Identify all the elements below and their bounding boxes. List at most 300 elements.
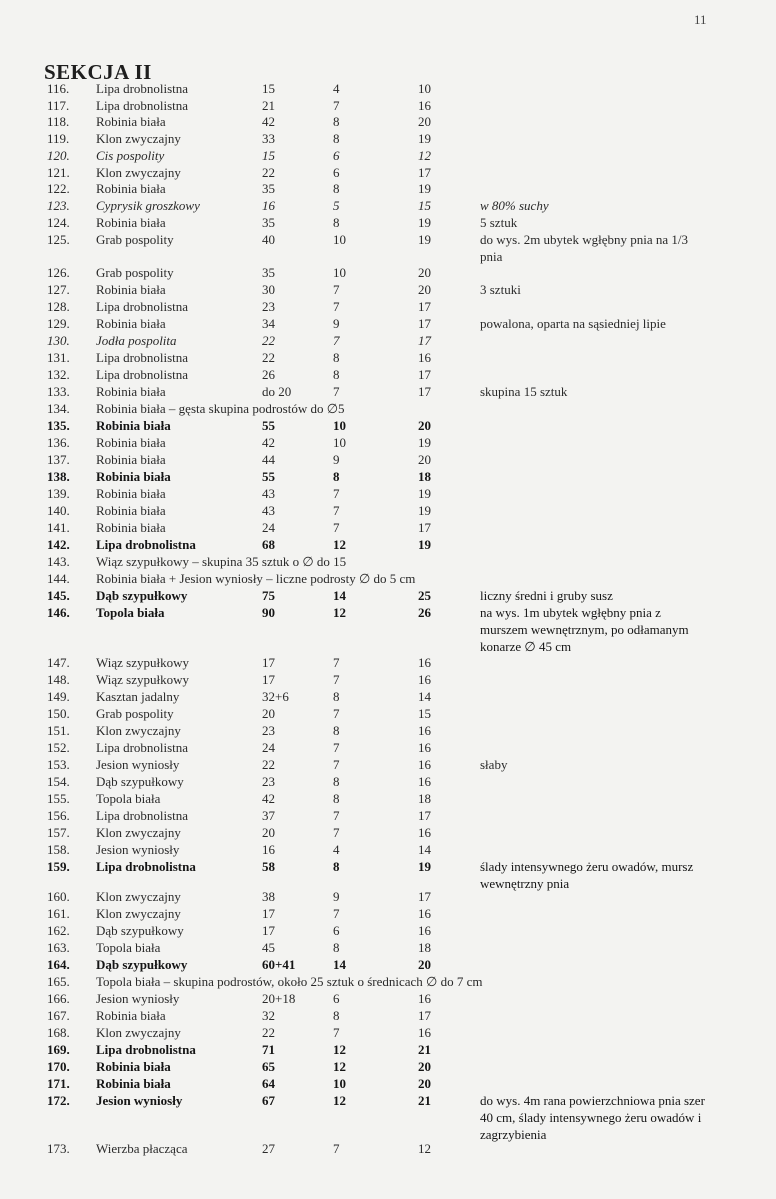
crown-width: 8 xyxy=(333,114,340,129)
tree-species: Klon zwyczajny xyxy=(96,906,181,921)
trunk-circumference: 20 xyxy=(262,706,275,721)
tree-species: Klon zwyczajny xyxy=(96,723,181,738)
trunk-circumference: 75 xyxy=(262,588,275,603)
tree-number: 131. xyxy=(47,350,70,365)
tree-number: 148. xyxy=(47,672,70,687)
table-row xyxy=(0,939,776,956)
tree-height: 17 xyxy=(418,333,431,348)
table-row xyxy=(0,553,776,570)
table-row xyxy=(0,604,776,654)
tree-height: 19 xyxy=(418,503,431,518)
trunk-circumference: 15 xyxy=(262,148,275,163)
tree-height: 18 xyxy=(418,791,431,806)
trunk-circumference: 37 xyxy=(262,808,275,823)
tree-number: 167. xyxy=(47,1008,70,1023)
crown-width: 7 xyxy=(333,486,340,501)
tree-number: 166. xyxy=(47,991,70,1006)
tree-height: 16 xyxy=(418,350,431,365)
crown-width: 10 xyxy=(333,435,346,450)
table-row xyxy=(0,485,776,502)
trunk-circumference: do 20 xyxy=(262,384,292,399)
tree-number: 117. xyxy=(47,98,70,113)
tree-height: 19 xyxy=(418,181,431,196)
tree-note: w 80% suchy xyxy=(480,198,549,213)
tree-species: Dąb szypułkowy xyxy=(96,774,184,789)
tree-number: 124. xyxy=(47,215,70,230)
trunk-circumference: 44 xyxy=(262,452,275,467)
tree-species: Wiąz szypułkowy – skupina 35 sztuk o ∅ do 15 xyxy=(96,554,347,569)
crown-width: 12 xyxy=(333,1093,346,1108)
trunk-circumference: 35 xyxy=(262,181,275,196)
tree-species: Jesion wyniosły xyxy=(96,991,180,1006)
tree-number: 130. xyxy=(47,333,70,348)
table-row xyxy=(0,519,776,536)
tree-height: 16 xyxy=(418,740,431,755)
tree-height: 17 xyxy=(418,316,431,331)
tree-height: 19 xyxy=(418,486,431,501)
table-row xyxy=(0,807,776,824)
tree-number: 146. xyxy=(47,605,70,620)
tree-species: Topola biała – skupina podrostów, około 25 sztuk o średnicach ∅ do 7 cm xyxy=(96,974,483,989)
tree-number: 161. xyxy=(47,906,70,921)
trunk-circumference: 43 xyxy=(262,486,275,501)
trunk-circumference: 23 xyxy=(262,723,275,738)
tree-height: 19 xyxy=(418,435,431,450)
tree-height: 16 xyxy=(418,757,431,772)
tree-number: 160. xyxy=(47,889,70,904)
tree-number: 123. xyxy=(47,198,70,213)
crown-width: 7 xyxy=(333,1141,340,1156)
crown-width: 8 xyxy=(333,774,340,789)
table-row xyxy=(0,1041,776,1058)
table-row xyxy=(0,113,776,130)
tree-species: Jodła pospolita xyxy=(96,333,177,348)
tree-species: Lipa drobnolistna xyxy=(96,98,189,113)
tree-height: 17 xyxy=(418,384,431,399)
table-row xyxy=(0,417,776,434)
tree-species: Robinia biała xyxy=(96,215,166,230)
tree-height: 15 xyxy=(418,198,431,213)
table-row xyxy=(0,97,776,114)
trunk-circumference: 22 xyxy=(262,757,275,772)
tree-number: 122. xyxy=(47,181,70,196)
crown-width: 7 xyxy=(333,706,340,721)
trunk-circumference: 67 xyxy=(262,1093,275,1108)
trunk-circumference: 22 xyxy=(262,350,275,365)
tree-species: Jesion wyniosły xyxy=(96,1093,183,1108)
tree-note: słaby xyxy=(480,757,508,772)
tree-height: 17 xyxy=(418,889,431,904)
crown-width: 12 xyxy=(333,1059,346,1074)
trunk-circumference: 27 xyxy=(262,1141,275,1156)
trunk-circumference: 42 xyxy=(262,114,275,129)
crown-width: 9 xyxy=(333,889,340,904)
tree-number: 139. xyxy=(47,486,70,501)
tree-height: 21 xyxy=(418,1093,431,1108)
tree-height: 21 xyxy=(418,1042,431,1057)
crown-width: 7 xyxy=(333,825,340,840)
tree-species: Lipa drobnolistna xyxy=(96,350,189,365)
tree-number: 168. xyxy=(47,1025,70,1040)
trunk-circumference: 34 xyxy=(262,316,275,331)
tree-number: 135. xyxy=(47,418,70,433)
trunk-circumference: 42 xyxy=(262,791,275,806)
tree-number: 154. xyxy=(47,774,70,789)
crown-width: 7 xyxy=(333,808,340,823)
crown-width: 10 xyxy=(333,265,346,280)
tree-species: Lipa drobnolistna xyxy=(96,299,189,314)
tree-species: Grab pospolity xyxy=(96,265,174,280)
tree-number: 138. xyxy=(47,469,70,484)
trunk-circumference: 17 xyxy=(262,906,275,921)
trunk-circumference: 30 xyxy=(262,282,275,297)
tree-height: 26 xyxy=(418,605,431,620)
table-row xyxy=(0,858,776,891)
table-row xyxy=(0,349,776,366)
trunk-circumference: 65 xyxy=(262,1059,275,1074)
table-row xyxy=(0,790,776,807)
tree-species: Lipa drobnolistna xyxy=(96,81,189,96)
table-row xyxy=(0,841,776,858)
tree-number: 133. xyxy=(47,384,70,399)
table-row xyxy=(0,1007,776,1024)
tree-species: Cyprysik groszkowy xyxy=(96,198,200,213)
tree-species: Topola biała xyxy=(96,940,161,955)
tree-height: 10 xyxy=(418,81,431,96)
tree-species: Topola biała xyxy=(96,791,161,806)
tree-number: 163. xyxy=(47,940,70,955)
trunk-circumference: 45 xyxy=(262,940,275,955)
trunk-circumference: 24 xyxy=(262,520,275,535)
tree-number: 125. xyxy=(47,232,70,247)
tree-number: 162. xyxy=(47,923,70,938)
section-title: SEKCJA II xyxy=(44,60,152,84)
tree-height: 17 xyxy=(418,367,431,382)
tree-height: 16 xyxy=(418,655,431,670)
tree-species: Robinia biała xyxy=(96,418,171,433)
tree-species: Topola biała xyxy=(96,605,165,620)
tree-species: Robinia biała xyxy=(96,1076,171,1091)
table-row xyxy=(0,130,776,147)
tree-species: Lipa drobnolistna xyxy=(96,367,189,382)
trunk-circumference: 17 xyxy=(262,923,275,938)
crown-width: 6 xyxy=(333,923,340,938)
tree-number: 153. xyxy=(47,757,70,772)
crown-width: 7 xyxy=(333,520,340,535)
trunk-circumference: 42 xyxy=(262,435,275,450)
tree-number: 151. xyxy=(47,723,70,738)
tree-species: Wiąz szypułkowy xyxy=(96,672,189,687)
tree-species: Cis pospolity xyxy=(96,148,165,163)
tree-number: 116. xyxy=(47,81,70,96)
table-row xyxy=(0,366,776,383)
tree-number: 164. xyxy=(47,957,70,972)
table-row xyxy=(0,264,776,281)
tree-height: 20 xyxy=(418,418,431,433)
tree-note: do wys. 4m rana powierzchniowa pnia szer 40 cm, ślady intensywnego żeru owadów i zagrzybienia xyxy=(480,1093,705,1142)
trunk-circumference: 20+18 xyxy=(262,991,296,1006)
table-row xyxy=(0,973,776,990)
tree-species: Grab pospolity xyxy=(96,706,174,721)
table-row xyxy=(0,315,776,332)
tree-height: 17 xyxy=(418,520,431,535)
tree-number: 127. xyxy=(47,282,70,297)
tree-height: 17 xyxy=(418,808,431,823)
tree-species: Robinia biała xyxy=(96,282,166,297)
table-row xyxy=(0,824,776,841)
crown-width: 8 xyxy=(333,367,340,382)
tree-species: Dąb szypułkowy xyxy=(96,957,188,972)
tree-height: 16 xyxy=(418,1025,431,1040)
tree-species: Grab pospolity xyxy=(96,232,174,247)
tree-number: 134. xyxy=(47,401,70,416)
tree-height: 20 xyxy=(418,282,431,297)
tree-height: 17 xyxy=(418,299,431,314)
tree-number: 120. xyxy=(47,148,70,163)
crown-width: 7 xyxy=(333,384,340,399)
table-row xyxy=(0,502,776,519)
tree-number: 171. xyxy=(47,1076,70,1091)
crown-width: 5 xyxy=(333,198,340,213)
tree-number: 165. xyxy=(47,974,70,989)
tree-species: Jesion wyniosły xyxy=(96,842,180,857)
crown-width: 7 xyxy=(333,299,340,314)
trunk-circumference: 22 xyxy=(262,1025,275,1040)
tree-number: 144. xyxy=(47,571,70,586)
tree-height: 16 xyxy=(418,723,431,738)
tree-species: Klon zwyczajny xyxy=(96,825,181,840)
tree-number: 121. xyxy=(47,165,70,180)
table-row xyxy=(0,705,776,722)
tree-number: 143. xyxy=(47,554,70,569)
tree-note: liczny średni i gruby susz xyxy=(480,588,613,603)
tree-height: 25 xyxy=(418,588,431,603)
trunk-circumference: 32 xyxy=(262,1008,275,1023)
crown-width: 8 xyxy=(333,1008,340,1023)
tree-species: Wierzba płacząca xyxy=(96,1141,188,1156)
tree-number: 140. xyxy=(47,503,70,518)
crown-width: 10 xyxy=(333,232,346,247)
tree-height: 16 xyxy=(418,98,431,113)
tree-number: 141. xyxy=(47,520,70,535)
table-row xyxy=(0,1075,776,1092)
tree-height: 19 xyxy=(418,537,431,552)
tree-height: 19 xyxy=(418,232,431,247)
tree-note: 3 sztuki xyxy=(480,282,521,297)
tree-species: Lipa drobnolistna xyxy=(96,1042,196,1057)
tree-height: 20 xyxy=(418,1059,431,1074)
trunk-circumference: 60+41 xyxy=(262,957,296,972)
tree-species: Robinia biała xyxy=(96,452,166,467)
table-row xyxy=(0,773,776,790)
tree-height: 20 xyxy=(418,957,431,972)
table-row xyxy=(0,1024,776,1041)
tree-height: 20 xyxy=(418,114,431,129)
tree-number: 169. xyxy=(47,1042,70,1057)
tree-number: 152. xyxy=(47,740,70,755)
tree-species: Klon zwyczajny xyxy=(96,889,181,904)
table-row xyxy=(0,536,776,553)
crown-width: 8 xyxy=(333,689,340,704)
tree-species: Wiąz szypułkowy xyxy=(96,655,189,670)
tree-species: Robinia biała xyxy=(96,1008,166,1023)
trunk-circumference: 32+6 xyxy=(262,689,289,704)
tree-number: 118. xyxy=(47,114,70,129)
page-number: 11 xyxy=(694,12,707,27)
tree-species: Robinia biała xyxy=(96,520,166,535)
tree-height: 17 xyxy=(418,1008,431,1023)
tree-height: 20 xyxy=(418,265,431,280)
table-row xyxy=(0,214,776,231)
tree-number: 156. xyxy=(47,808,70,823)
crown-width: 14 xyxy=(333,588,346,603)
table-row xyxy=(0,888,776,905)
crown-width: 7 xyxy=(333,740,340,755)
tree-height: 19 xyxy=(418,859,431,874)
crown-width: 7 xyxy=(333,655,340,670)
table-row xyxy=(0,468,776,485)
tree-species: Robinia biała xyxy=(96,503,166,518)
table-row xyxy=(0,332,776,349)
tree-species: Kasztan jadalny xyxy=(96,689,180,704)
tree-note: skupina 15 sztuk xyxy=(480,384,568,399)
crown-width: 8 xyxy=(333,350,340,365)
tree-species: Dąb szypułkowy xyxy=(96,923,184,938)
crown-width: 8 xyxy=(333,723,340,738)
table-row xyxy=(0,80,776,97)
table-row xyxy=(0,1140,776,1157)
tree-height: 15 xyxy=(418,706,431,721)
trunk-circumference: 17 xyxy=(262,672,275,687)
tree-number: 119. xyxy=(47,131,70,146)
tree-height: 14 xyxy=(418,689,431,704)
tree-species: Lipa drobnolistna xyxy=(96,808,189,823)
tree-height: 16 xyxy=(418,774,431,789)
tree-number: 147. xyxy=(47,655,70,670)
tree-note: 5 sztuk xyxy=(480,215,518,230)
trunk-circumference: 38 xyxy=(262,889,275,904)
crown-width: 10 xyxy=(333,1076,346,1091)
crown-width: 7 xyxy=(333,672,340,687)
tree-species: Robinia biała xyxy=(96,486,166,501)
tree-number: 158. xyxy=(47,842,70,857)
crown-width: 4 xyxy=(333,81,340,96)
tree-number: 172. xyxy=(47,1093,70,1108)
trunk-circumference: 33 xyxy=(262,131,275,146)
table-row xyxy=(0,180,776,197)
trunk-circumference: 16 xyxy=(262,198,275,213)
tree-species: Klon zwyczajny xyxy=(96,1025,181,1040)
tree-number: 157. xyxy=(47,825,70,840)
tree-number: 155. xyxy=(47,791,70,806)
table-row xyxy=(0,197,776,214)
tree-number: 149. xyxy=(47,689,70,704)
tree-species: Robinia biała xyxy=(96,1059,171,1074)
crown-width: 7 xyxy=(333,282,340,297)
crown-width: 6 xyxy=(333,148,340,163)
crown-width: 8 xyxy=(333,791,340,806)
crown-width: 7 xyxy=(333,757,340,772)
tree-height: 20 xyxy=(418,1076,431,1091)
tree-height: 16 xyxy=(418,923,431,938)
trunk-circumference: 58 xyxy=(262,859,275,874)
tree-number: 136. xyxy=(47,435,70,450)
crown-width: 4 xyxy=(333,842,340,857)
tree-species: Lipa drobnolistna xyxy=(96,537,196,552)
tree-number: 142. xyxy=(47,537,70,552)
table-row xyxy=(0,383,776,400)
tree-species: Lipa drobnolistna xyxy=(96,859,196,874)
tree-note: ślady intensywnego żeru owadów, mursz wewnętrzny pnia xyxy=(480,859,694,891)
tree-note: do wys. 2m ubytek wgłębny pnia na 1/3 pnia xyxy=(480,232,688,264)
tree-height: 19 xyxy=(418,215,431,230)
tree-number: 145. xyxy=(47,588,70,603)
table-row xyxy=(0,671,776,688)
table-row xyxy=(0,1092,776,1142)
crown-width: 8 xyxy=(333,215,340,230)
trunk-circumference: 20 xyxy=(262,825,275,840)
crown-width: 8 xyxy=(333,940,340,955)
trunk-circumference: 35 xyxy=(262,265,275,280)
table-row xyxy=(0,147,776,164)
tree-number: 128. xyxy=(47,299,70,314)
trunk-circumference: 71 xyxy=(262,1042,275,1057)
crown-width: 9 xyxy=(333,316,340,331)
tree-height: 16 xyxy=(418,825,431,840)
tree-height: 12 xyxy=(418,1141,431,1156)
trunk-circumference: 40 xyxy=(262,232,275,247)
tree-height: 16 xyxy=(418,906,431,921)
tree-height: 17 xyxy=(418,165,431,180)
table-row xyxy=(0,451,776,468)
tree-species: Jesion wyniosły xyxy=(96,757,180,772)
tree-height: 18 xyxy=(418,469,431,484)
table-row xyxy=(0,956,776,973)
trunk-circumference: 16 xyxy=(262,842,275,857)
table-row xyxy=(0,905,776,922)
tree-number: 132. xyxy=(47,367,70,382)
trunk-circumference: 23 xyxy=(262,299,275,314)
table-row xyxy=(0,587,776,604)
trunk-circumference: 43 xyxy=(262,503,275,518)
tree-species: Robinia biała xyxy=(96,316,166,331)
table-row xyxy=(0,298,776,315)
tree-height: 16 xyxy=(418,672,431,687)
table-row xyxy=(0,231,776,264)
tree-number: 173. xyxy=(47,1141,70,1156)
table-row xyxy=(0,434,776,451)
tree-height: 18 xyxy=(418,940,431,955)
crown-width: 6 xyxy=(333,991,340,1006)
crown-width: 12 xyxy=(333,537,346,552)
crown-width: 6 xyxy=(333,165,340,180)
trunk-circumference: 55 xyxy=(262,418,275,433)
table-row xyxy=(0,400,776,417)
tree-species: Klon zwyczajny xyxy=(96,131,181,146)
tree-species: Robinia biała + Jesion wyniosły – liczne podrosty ∅ do 5 cm xyxy=(96,571,416,586)
table-row xyxy=(0,688,776,705)
trunk-circumference: 17 xyxy=(262,655,275,670)
tree-species: Robinia biała xyxy=(96,435,166,450)
table-row xyxy=(0,722,776,739)
crown-width: 7 xyxy=(333,98,340,113)
tree-number: 129. xyxy=(47,316,70,331)
tree-species: Robinia biała xyxy=(96,181,166,196)
crown-width: 7 xyxy=(333,1025,340,1040)
tree-note: powalona, oparta na sąsiedniej lipie xyxy=(480,316,666,331)
tree-species: Robinia biała xyxy=(96,384,166,399)
tree-height: 12 xyxy=(418,148,431,163)
